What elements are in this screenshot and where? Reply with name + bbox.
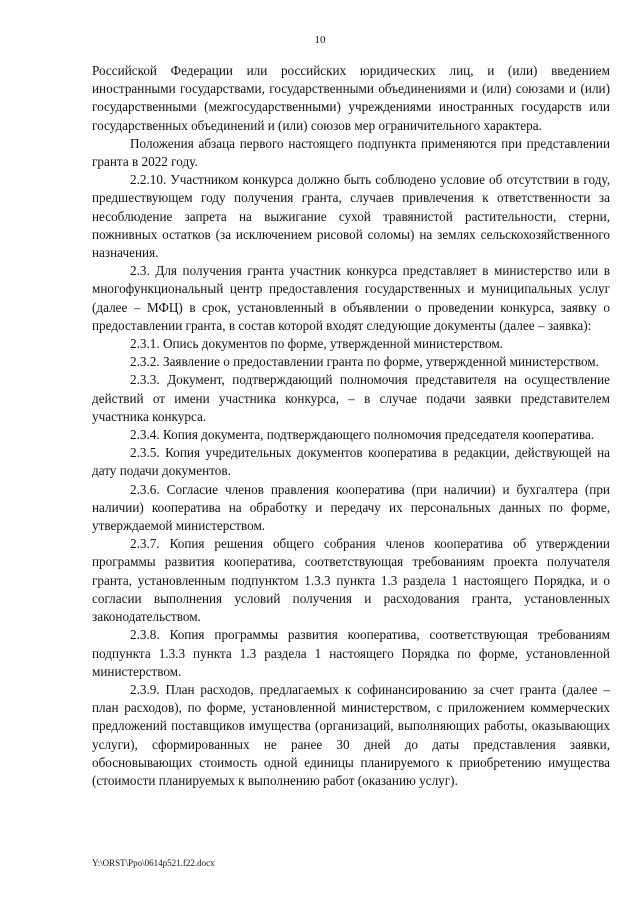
- paragraph: 2.3.4. Копия документа, подтверждающего полномочия председателя кооператива.: [130, 427, 595, 443]
- document-body: [92, 62, 610, 790]
- page-number: 10: [314, 34, 326, 46]
- paragraph: 2.3.6. Согласие членов правления кооператива (при наличии) и бухгалтера (при наличии) кооператива на обработку и передачу их персональных данных по форме, утверждаемой министерством.: [92, 481, 610, 534]
- paragraph: 2.3.2. Заявление о предоставлении гранта по форме, утвержденной министерством.: [130, 354, 599, 370]
- paragraph: 2.3.8. Копия программы развития кооператива, соответствующая требованиям подпункта 1.3.3 пункта 1.3 раздела 1 настоящего Порядка по форме, установленной министерством.: [92, 627, 610, 679]
- paragraph: 2.3.5. Копия учредительных документов кооператива в редакции, действующей на дату подачи документов.: [92, 445, 610, 479]
- paragraph: 2.3.9. План расходов, предлагаемых к софинансированию за счет гранта (далее – план расходов), по форме, установленной министерством, с приложением коммерческих предложений поставщиков имущества (организаций, выполняющих работы, оказывающих услуги), сформированных не ранее 30 дней до даты представления заявки, обосновывающих стоимость одной единицы планируемого к приобретению имущества (стоимости планируемых к выполнению работ (оказанию услуг).: [92, 681, 610, 788]
- paragraph: 2.3. Для получения гранта участник конкурса представляет в министерство или в многофункциональный центр предоставления государственных и муниципальных услуг (далее – МФЦ) в срок, установленный в объявлении о проведении конкурса, заявку о предоставлении гранта, в состав которой входят следующие документы (далее – заявка):: [92, 263, 610, 333]
- paragraph: Российской Федерации или российских юридических лиц, и (или) введением иностранными государствами, государственными объединениями и (или) союзами и (или) государственными (межгосударственными) учреждениями иностранных государств или государственных объединений и (или) союзов мер ограничительного характера.: [92, 63, 610, 133]
- paragraph: 2.3.1. Опись документов по форме, утвержденной министерством.: [130, 336, 503, 352]
- paragraph: 2.3.7. Копия решения общего собрания членов кооператива об утверждении программы развития кооператива, соответствующая требованиям проекта получателя гранта, установленным подпунктом 1.3.3 пункта 1.3 раздела 1 настоящего Порядка, и о согласии выполнения условий получения и расходования гранта, установленных законодательством.: [92, 536, 610, 625]
- paragraph: Положения абзаца первого настоящего подпункта применяются при представлении гранта в 2022 году.: [92, 135, 610, 170]
- paragraph: 2.3.3. Документ, подтверждающий полномочия представителя на осуществление действий от имени участника конкурса, – в случае подачи заявки представителем участника конкурса.: [92, 372, 610, 424]
- paragraph: 2.2.10. Участником конкурса должно быть соблюдено условие об отсутствии в году, предшествующем году получения гранта, случаев привлечения к ответственности за несоблюдение запрета на выжигание сухой травянистой растительности, стерни, пожнивных остатков (за исключением рисовой соломы) на землях сельскохозяйственного назначения.: [92, 172, 610, 261]
- file-path-footer: Y:\ORST\Ppo\0614p521.f22.docx: [92, 858, 215, 868]
